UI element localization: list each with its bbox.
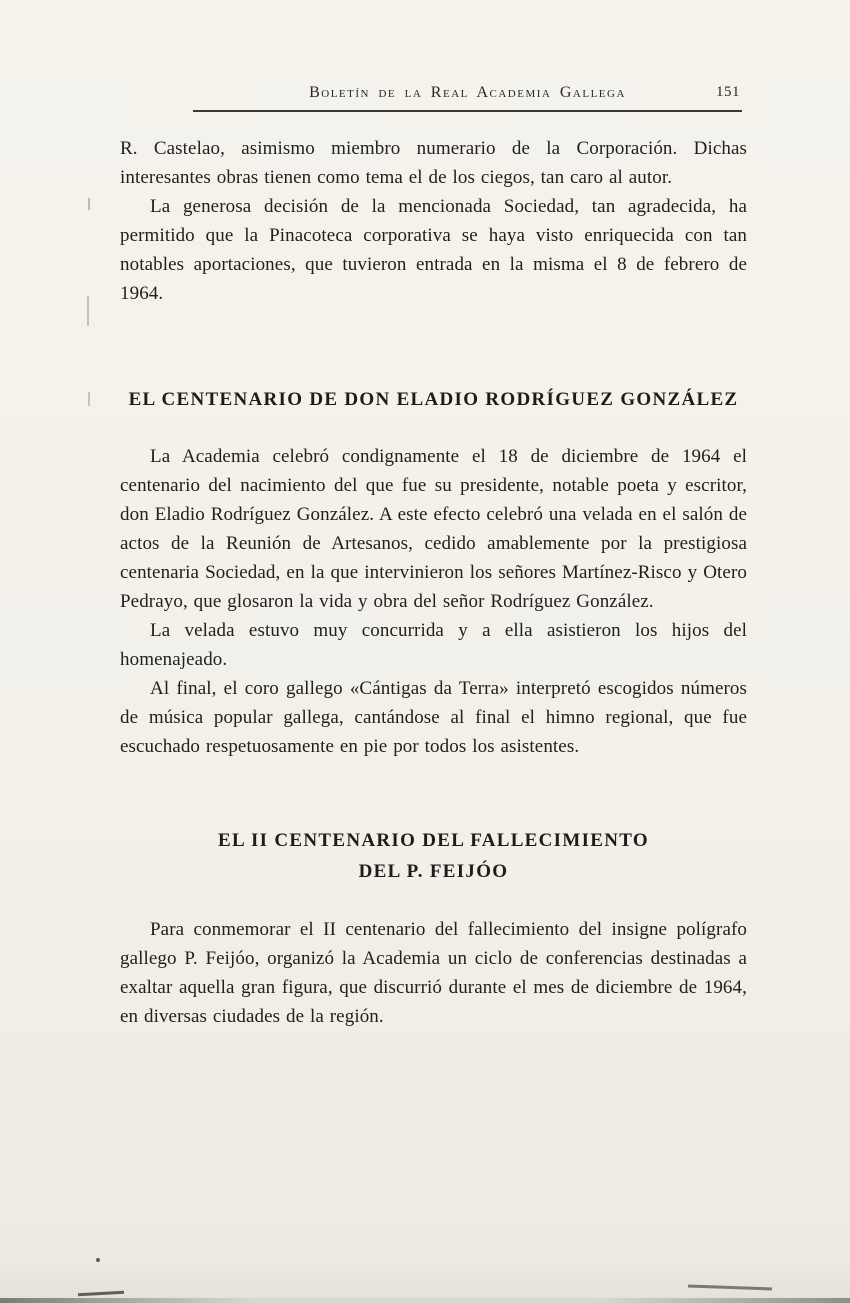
page-number: 151 [716, 84, 740, 100]
scan-artifact-edge [78, 1291, 124, 1296]
heading-feijoo-line-2: DEL P. FEIJÓO [358, 861, 509, 882]
scan-artifact-tick [88, 198, 90, 210]
heading-feijoo-line-1: EL II CENTENARIO DEL FALLECIMIENTO [218, 830, 649, 851]
paragraph-castelao: R. Castelao, asimismo miembro numerario de la Corporación. Dichas interesantes obras tienen como tema el de los ciegos, tan caro al autor. [120, 138, 747, 188]
section-heading-centenario-feijoo [120, 825, 747, 887]
scan-artifact-tick [87, 296, 89, 326]
scan-artifact-edge [688, 1285, 772, 1291]
section-heading-centenario-eladio: EL CENTENARIO DE DON ELADIO RODRÍGUEZ GONZÁLEZ [128, 389, 739, 410]
paragraph-conferencias-feijoo: Para conmemorar el II centenario del fallecimiento del insigne polígrafo gallego P. Feijóo, organizó la Academia un ciclo de conferencias destinadas a exaltar aquella gran figura, que discurrió durante el mes de diciembre de 1964, en diversas ciudades de la región. [120, 919, 747, 1027]
scan-artifact-speck [96, 1258, 100, 1262]
scan-artifact-tick [88, 392, 90, 406]
paragraph-pinacoteca: La generosa decisión de la mencionada Sociedad, tan agradecida, ha permitido que la Pinacoteca corporativa se haya visto enriquecida con tan notables aportaciones, que tuvieron entrada en la misma el 8 de febrero de 1964. [120, 196, 747, 304]
scan-artifact-edge [0, 1298, 850, 1303]
journal-title: Boletín de la Real Academia Gallega [309, 84, 626, 101]
paragraph-velada-concurrida: La velada estuvo muy concurrida y a ella asistieron los hijos del homenajeado. [120, 620, 747, 670]
page-content [120, 134, 747, 1031]
paragraph-coro-cantigas: Al final, el coro gallego «Cántigas da Terra» interpretó escogidos números de música popular gallega, cantándose al final el himno regional, que fue escuchado respetuosamente en pie por todos los asistentes. [120, 678, 747, 757]
paragraph-velada-academia: La Academia celebró condignamente el 18 de diciembre de 1964 el centenario del nacimiento del que fue su presidente, notable poeta y escritor, don Eladio Rodríguez González. A este efecto celebró una velada en el salón de actos de la Reunión de Artesanos, cedido amablemente por la prestigiosa centenaria Sociedad, en la que intervinieron los señores Martínez-Risco y Otero Pedrayo, que glosaron la vida y obra del señor Rodríguez González. [120, 446, 747, 612]
running-header [193, 84, 742, 112]
